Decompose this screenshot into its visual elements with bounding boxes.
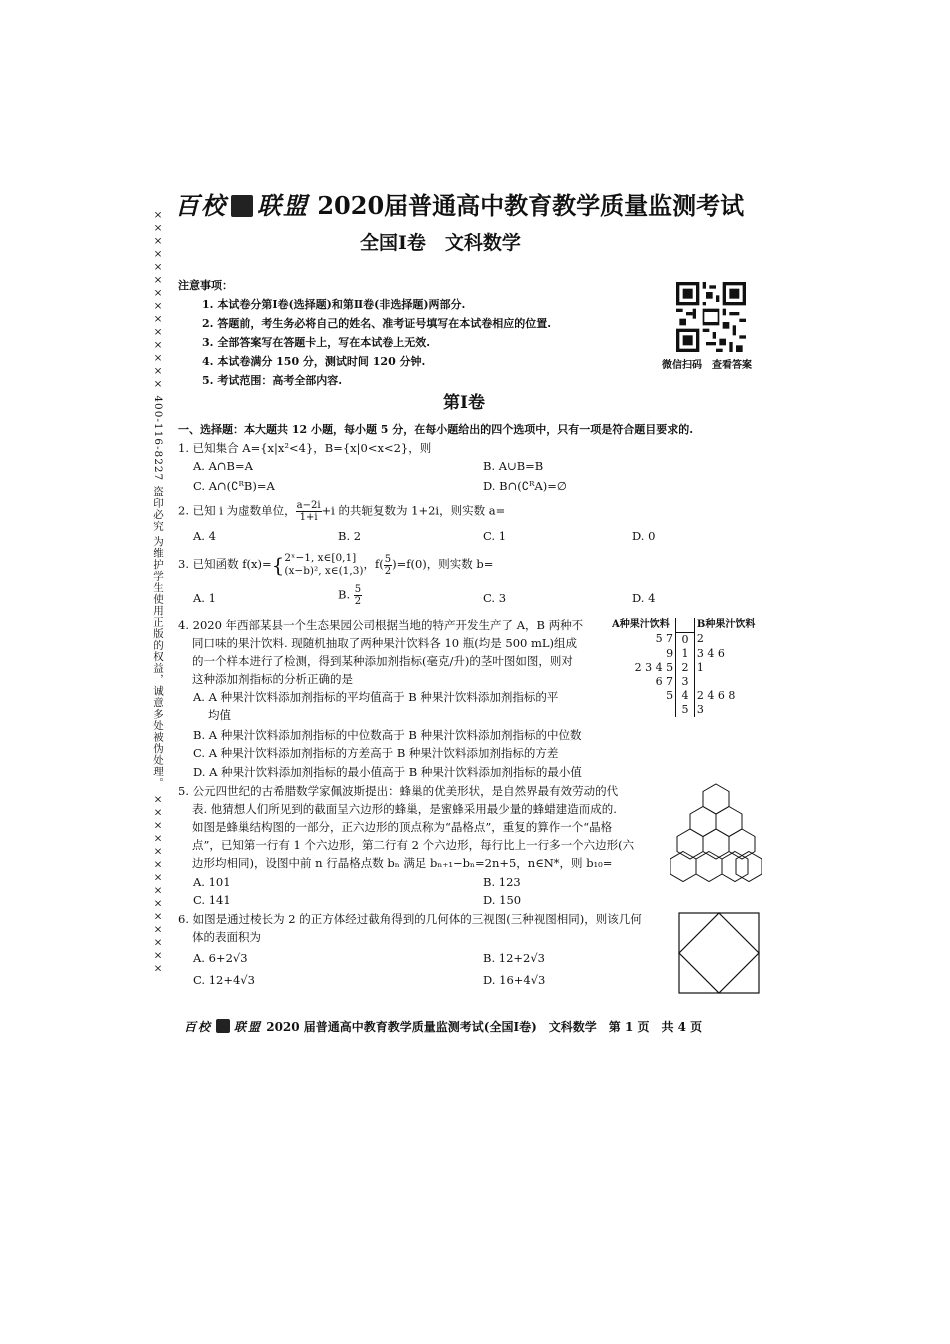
hexagon (722, 852, 748, 882)
leaf-left: 2 3 4 5 (634, 660, 674, 674)
hexagon (670, 852, 696, 882)
question-2-option-b[interactable]: B. 2 (338, 529, 362, 543)
question-4-option-b[interactable]: B. A 种果汁饮料添加剂指标的中位数高于 B 种果汁饮料添加剂指标的中位数 (193, 728, 582, 742)
question-2-fraction (296, 500, 322, 523)
hexagon (677, 829, 703, 859)
stem-leaf-plot (610, 618, 760, 717)
stem-value: 1 (676, 647, 695, 661)
question-4-line: 的一个样本进行了检测，得到某种添加剂指标(毫克/升)的茎叶图如图，则对 (192, 654, 573, 668)
stem-value: 4 (676, 689, 695, 703)
stem-leaf-header-divider (676, 618, 695, 632)
honeycomb-figure (670, 782, 762, 888)
exam-title: 2020届普通高中教育教学质量监测考试 (317, 191, 745, 220)
question-5-option-b[interactable]: B. 123 (483, 875, 521, 889)
question-4-line: 4. 2020 年西部某县一个生态果园公司根据当地的特产开发生产了 A，B 两种不 (178, 618, 584, 632)
question-1-option-a[interactable]: A. A∩B=A (193, 459, 253, 473)
leaf-left: 5 7 (655, 632, 674, 646)
question-1-option-d[interactable]: D. B∩(∁ᴿA)=∅ (483, 479, 567, 493)
question-6-option-b[interactable]: B. 12+2√3 (483, 951, 545, 965)
leaf-right: 2 (696, 632, 704, 646)
question-4-option-d[interactable]: D. A 种果汁饮料添加剂指标的最小值高于 B 种果汁饮料添加剂指标的最小值 (193, 765, 582, 779)
notice-item: 1. 本试卷分第Ⅰ卷(选择题)和第Ⅱ卷(非选择题)两部分. (202, 298, 466, 311)
question-3-stem (178, 552, 493, 578)
notice-block (178, 276, 551, 390)
option-fraction (354, 584, 362, 607)
brace: { (271, 553, 285, 577)
question-5-line: 边形均相同)，设图中前 n 行晶格点数 bₙ 满足 bₙ₊₁−bₙ=2n+5，n∈N*，则 b₁₀= (192, 856, 613, 870)
question-1-option-b[interactable]: B. A∪B=B (483, 459, 544, 473)
stem-value: 2 (676, 661, 695, 675)
footer-brand: 百校 (184, 1020, 213, 1034)
fraction-numerator: a−2i (296, 500, 321, 511)
binding-margin (147, 185, 169, 1000)
footer-seal-logo (216, 1019, 230, 1033)
question-1-option-c[interactable]: C. A∩(∁ᴿB)=A (193, 479, 275, 493)
fraction-denominator: 1+i (299, 512, 318, 523)
piecewise-cases (284, 552, 363, 578)
binding-margin-text: ×××××××××××××× 400-116-8227 盗印必究 为维护学生使用正版的权益，诚意多处被伪处理。 ×××××××××××××× (152, 209, 164, 976)
inner-diamond (679, 913, 759, 993)
hexagon (690, 807, 716, 837)
notice-heading: 注意事项： (178, 279, 233, 292)
question-3-stem-mid: ，f( (363, 557, 384, 571)
three-view-figure (678, 912, 760, 994)
footer-text: 2020 届普通高中教育教学质量监测考试(全国Ⅰ卷) 文科数学 第 1 页 共 4 页 (266, 1020, 703, 1034)
question-3-option-c[interactable]: C. 3 (483, 591, 507, 605)
question-4-option-a[interactable]: A. A 种果汁饮料添加剂指标的平均值高于 B 种果汁饮料添加剂指标的平 (193, 690, 559, 704)
leaf-right: 2 4 6 8 (696, 688, 736, 702)
piecewise-case-2: (x−b)², x∈(1,3) (284, 565, 364, 577)
question-5-line: 表. 他猜想人们所见到的截面呈六边形的蜂巢，是蜜蜂采用最少量的蜂蜡建造而成的. (192, 802, 617, 816)
option-label: B. (338, 587, 351, 602)
question-2-option-c[interactable]: C. 1 (483, 529, 507, 543)
fraction-denominator: 2 (354, 596, 362, 607)
question-3-fraction (384, 554, 392, 577)
notice-item: 5. 考试范围：高考全部内容. (202, 374, 343, 387)
leaf-right: 1 (696, 660, 704, 674)
question-5-stem (178, 782, 634, 872)
fraction-denominator: 2 (384, 565, 392, 577)
hexagon (696, 852, 722, 882)
hexagon (736, 852, 762, 882)
part-intro: 一、选择题：本大题共 12 小题，每小题 5 分，在每小题给出的四个选项中，只有一项是符合题目要求的. (178, 423, 694, 436)
brand-name: 百校 (175, 191, 227, 220)
stem-leaf-right-header: B种果汁饮料 (696, 619, 756, 630)
hexagon (716, 807, 742, 837)
question-2-option-a[interactable]: A. 4 (193, 529, 216, 543)
page-title (175, 186, 775, 221)
stem-value: 3 (676, 675, 695, 689)
hexagon (703, 784, 729, 814)
question-6-line: 体的表面积为 (192, 930, 261, 944)
question-2-option-d[interactable]: D. 0 (632, 529, 656, 543)
question-5-line: 如图是蜂巢结构图的一部分，正六边形的顶点称为“晶格点”，重复的算作一个“晶格 (192, 820, 613, 834)
footer-brand-2: 联盟 (234, 1020, 263, 1034)
hexagon (729, 829, 755, 859)
question-6-option-d[interactable]: D. 16+4√3 (483, 973, 546, 987)
qr-caption: 微信扫码 查看答案 (662, 360, 752, 371)
fraction-numerator: 5 (354, 584, 362, 595)
question-5-line: 5. 公元四世纪的古希腊数学家佩波斯提出：蜂巢的优美形状，是自然界最有效劳动的代 (178, 784, 619, 798)
question-4-option-c[interactable]: C. A 种果汁饮料添加剂指标的方差高于 B 种果汁饮料添加剂指标的方差 (193, 746, 559, 760)
stem-value: 5 (676, 703, 695, 717)
question-4-stem (178, 616, 583, 688)
leaf-left: 9 (666, 646, 674, 660)
notice-item: 2. 答题前，考生务必将自己的姓名、准考证号填写在本试卷相应的位置. (202, 317, 552, 330)
leaf-left (610, 703, 676, 717)
question-6-line: 6. 如图是通过棱长为 2 的正方体经过截角得到的几何体的三视图(三种视图相同)，则该几何 (178, 912, 642, 926)
leaf-right: 3 (696, 702, 704, 716)
question-4-option-a-cont: 均值 (208, 708, 231, 722)
question-3-option-d[interactable]: D. 4 (632, 591, 656, 605)
question-3-stem-pre: 3. 已知函数 f(x)= (178, 557, 272, 571)
question-4-line: 这种添加剂指标的分析正确的是 (192, 672, 353, 686)
question-3-option-a[interactable]: A. 1 (193, 591, 216, 605)
question-5-option-a[interactable]: A. 101 (193, 875, 231, 889)
fraction-numerator: 5 (384, 553, 392, 565)
outer-square (679, 913, 759, 993)
question-1-stem: 1. 已知集合 A={x|x²<4}，B={x|0<x<2}，则 (178, 441, 432, 455)
question-2-stem (178, 500, 505, 523)
leaf-left: 6 7 (655, 674, 674, 688)
question-3-option-b[interactable] (338, 584, 362, 607)
question-6-option-c[interactable]: C. 12+4√3 (193, 973, 255, 987)
qr-code-icon[interactable] (676, 282, 746, 352)
leaf-left: 5 (666, 688, 674, 702)
question-5-line: 点”，已知第一行有 1 个六边形，第二行有 2 个六边形，每行比上一行多一个六边形(六 (192, 838, 635, 852)
stem-value: 0 (676, 632, 695, 647)
brand-name-2: 联盟 (257, 191, 309, 220)
question-4-line: 同口味的果汁饮料. 现随机抽取了两种果汁饮料各 10 瓶(均是 500 mL)组成 (192, 636, 578, 650)
stem-leaf-left-header: A种果汁饮料 (612, 619, 670, 630)
leaf-right: 3 4 6 (696, 646, 725, 660)
notice-item: 4. 本试卷满分 150 分，测试时间 120 分钟. (202, 355, 426, 368)
leaf-right (694, 675, 760, 689)
question-2-stem-post: +i 的共轭复数为 1+2i，则实数 a= (321, 503, 506, 518)
question-3-stem-post: )=f(0)，则实数 b= (392, 557, 494, 571)
section-title: 第Ⅰ卷 (443, 393, 485, 413)
question-6-stem (178, 910, 642, 946)
notice-item: 3. 全部答案写在答题卡上，写在本试卷上无效. (202, 336, 431, 349)
page-footer (184, 1018, 702, 1035)
piecewise-case-1: 2ˣ−1, x∈[0,1] (284, 552, 357, 564)
question-2-stem-pre: 2. 已知 i 为虚数单位， (178, 503, 296, 518)
question-5-option-d[interactable]: D. 150 (483, 893, 522, 907)
exam-subtitle: 全国Ⅰ卷 文科数学 (360, 232, 521, 254)
brand-seal-logo (231, 195, 253, 217)
hexagon (703, 829, 729, 859)
question-6-option-a[interactable]: A. 6+2√3 (193, 951, 248, 965)
question-5-option-c[interactable]: C. 141 (193, 893, 231, 907)
